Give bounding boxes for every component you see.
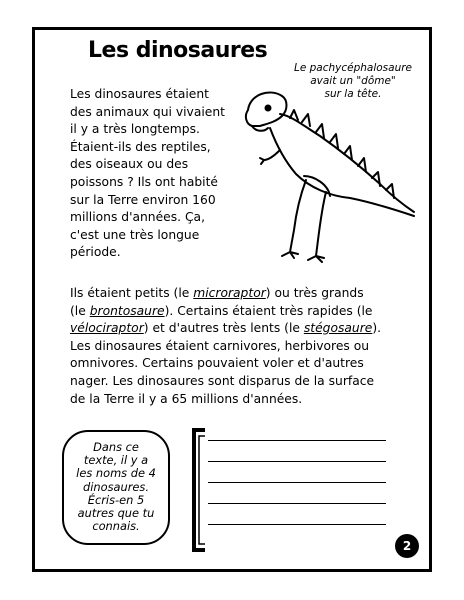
paragraph-line bbox=[70, 303, 420, 321]
instruction-line: Écris-en 5 bbox=[87, 492, 145, 507]
writing-line[interactable] bbox=[208, 524, 386, 525]
instruction-bubble bbox=[62, 430, 170, 545]
writing-line[interactable] bbox=[208, 482, 386, 483]
intro-line: millions d'années. Ça, bbox=[70, 210, 205, 225]
dinosaur-name: stégosaure bbox=[303, 321, 373, 336]
instruction-line: texte, il y a bbox=[83, 453, 149, 468]
text-run: ). Certains étaient très rapides (le bbox=[164, 303, 373, 318]
caption-line: Le pachycéphalosaure bbox=[293, 62, 413, 74]
text-run: ) et d'autres très lents (le bbox=[143, 321, 304, 336]
pachycephalosaurus-illustration bbox=[230, 80, 425, 270]
paragraph-line: nager. Les dinosaures sont disparus de la surface bbox=[70, 373, 375, 388]
dinosaur-name: brontosaure bbox=[89, 303, 165, 318]
intro-line: Étaient-ils des reptiles, bbox=[70, 139, 211, 154]
main-paragraph bbox=[70, 285, 420, 408]
answer-bracket bbox=[190, 428, 208, 552]
dinosaur-name: microraptor bbox=[193, 286, 266, 300]
intro-line: des oiseaux ou des bbox=[70, 157, 189, 172]
paragraph-line bbox=[70, 320, 420, 338]
answer-lines bbox=[208, 440, 386, 545]
page-title: Les dinosaures bbox=[88, 38, 268, 63]
writing-line[interactable] bbox=[208, 440, 386, 441]
text-run: (le bbox=[70, 303, 90, 318]
intro-line: Les dinosaures étaient bbox=[70, 87, 209, 101]
instruction-line: Dans ce bbox=[93, 440, 139, 454]
caption-line: avait un "dôme" bbox=[310, 75, 396, 87]
writing-line[interactable] bbox=[208, 503, 386, 504]
page-number-badge: 2 bbox=[395, 534, 419, 558]
paragraph-line: omnivores. Certains pouvaient voler et d'autres bbox=[70, 356, 364, 371]
paragraph-line: de la Terre il y a 65 millions d'années. bbox=[70, 391, 303, 406]
intro-line: c'est une très longue bbox=[70, 227, 200, 242]
caption-line: sur la tête. bbox=[324, 88, 382, 100]
text-run: ) ou très grands bbox=[265, 286, 364, 300]
intro-line: période. bbox=[70, 245, 121, 260]
instruction-line: les noms de 4 bbox=[76, 466, 156, 481]
writing-line[interactable] bbox=[208, 461, 386, 462]
paragraph-line bbox=[70, 285, 420, 303]
instruction-line: dinosaures. bbox=[83, 479, 149, 494]
paragraph-line: Les dinosaures étaient carnivores, herbivores ou bbox=[70, 338, 370, 353]
instruction-line: connais. bbox=[92, 519, 140, 534]
intro-line: il y a très longtemps. bbox=[70, 122, 200, 137]
intro-line: sur la Terre environ 160 bbox=[70, 192, 216, 207]
instruction-line: autres que tu bbox=[77, 506, 155, 521]
intro-line: des animaux qui vivaient bbox=[70, 104, 225, 119]
intro-line: poissons ? Ils ont habité bbox=[70, 174, 218, 189]
text-run: Ils étaient petits (le bbox=[70, 286, 194, 300]
text-run: ). bbox=[372, 321, 382, 336]
dinosaur-name: vélociraptor bbox=[70, 321, 144, 336]
